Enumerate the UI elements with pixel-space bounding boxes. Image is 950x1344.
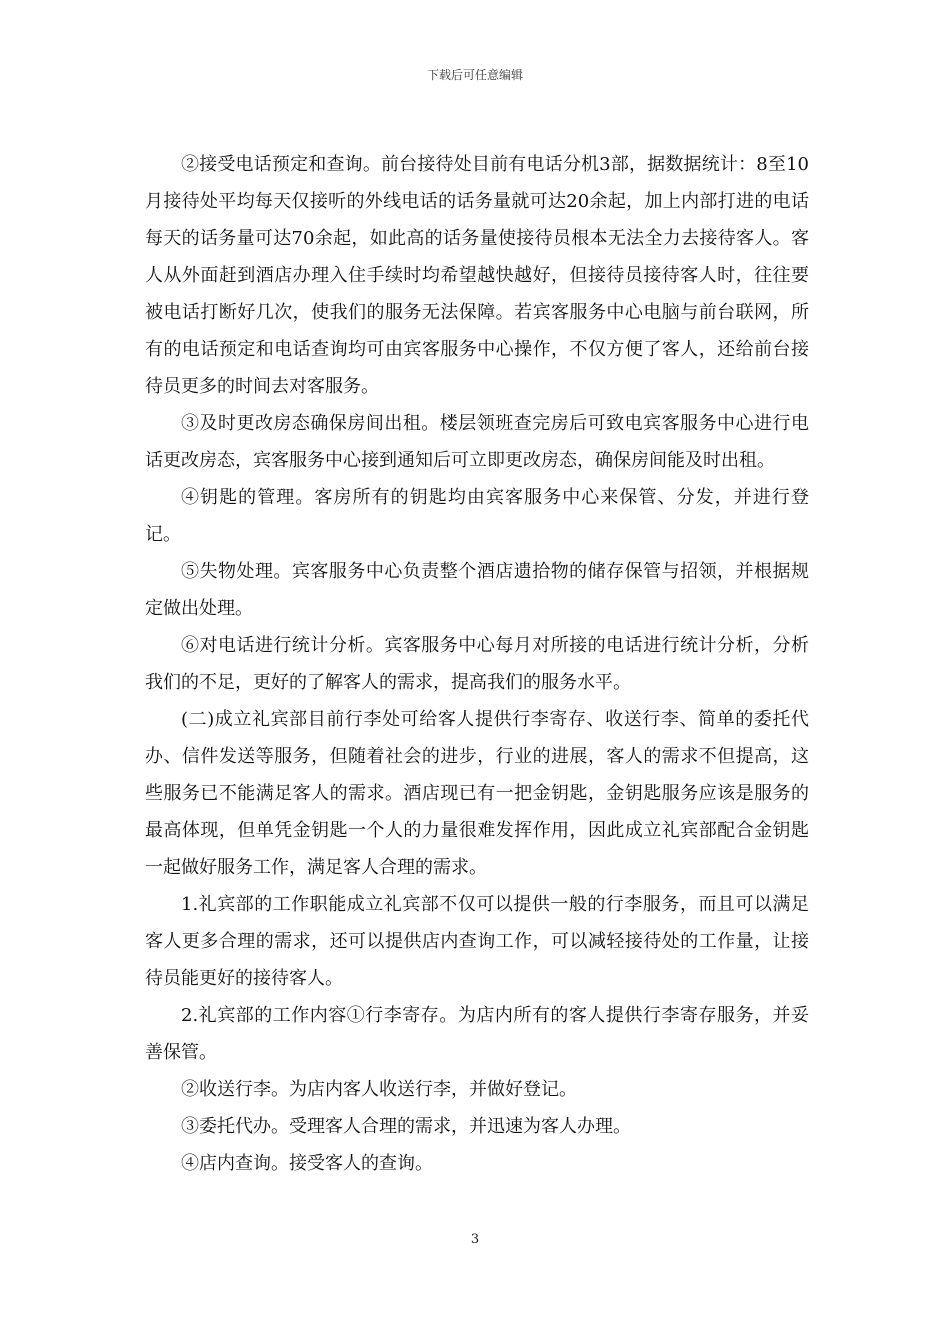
paragraph-concierge-content: 2.礼宾部的工作内容①行李寄存。为店内所有的客人提供行李寄存服务，并妥善保管。 <box>145 1005 809 1063</box>
document-body <box>145 146 809 1182</box>
paragraph-call-statistics: ⑥对电话进行统计分析。宾客服务中心每月对所接的电话进行统计分析，分析我们的不足，更好的了解客人的需求，提高我们的服务水平。 <box>145 635 809 693</box>
paragraph-lost-items: ⑤失物处理。宾客服务中心负责整个酒店遗拾物的储存保管与招领，并根据规定做出处理。 <box>145 561 809 619</box>
paragraph-luggage-delivery: ②收送行李。为店内客人收送行李，并做好登记。 <box>181 1079 577 1100</box>
paragraph-phone-reservation: ②接受电话预定和查询。前台接待处目前有电话分机3部，据数据统计：8至10月接待处平均每天仅接听的外线电话的话务量就可达20余起，加上内部打进的电话每天的话务量可达70余起，如此高的话务量使接待员根本无法全力去接待客人。客人从外面赶到酒店办理入住手续时均希望越快越好，但接待员接待客人时，往往要被电话打断好几次，使我们的服务无法保障。若宾客服务中心电脑与前台联网，所有的电话预定和电话查询均可由宾客服务中心操作，不仅方便了客人，还给前台接待员更多的时间去对客服务。 <box>145 154 809 397</box>
paragraph-inquiry: ④店内查询。接受客人的查询。 <box>181 1153 433 1174</box>
paragraph-key-management: ④钥匙的管理。客房所有的钥匙均由宾客服务中心来保管、分发，并进行登记。 <box>145 487 809 545</box>
paragraph-room-status: ③及时更改房态确保房间出租。楼层领班查完房后可致电宾客服务中心进行电话更改房态，宾客服务中心接到通知后可立即更改房态，确保房间能及时出租。 <box>145 413 809 471</box>
paragraph-concierge-setup: (二)成立礼宾部目前行李处可给客人提供行李寄存、收送行李、简单的委托代办、信件发送等服务，但随着社会的进步，行业的进展，客人的需求不但提高，这些服务已不能满足客人的需求。酒店现已有一把金钥匙，金钥匙服务应该是服务的最高体现，但单凭金钥匙一个人的力量很难发挥作用，因此成立礼宾部配合金钥匙一起做好服务工作，满足客人合理的需求。 <box>145 709 809 878</box>
page-header: 下载后可任意编辑 <box>426 68 523 82</box>
paragraph-concierge-functions: 1.礼宾部的工作职能成立礼宾部不仅可以提供一般的行李服务，而且可以满足客人更多合理的需求，还可以提供店内查询工作，可以减轻接待处的工作量，让接待员能更好的接待客人。 <box>145 894 809 989</box>
page-number: 3 <box>470 1232 480 1247</box>
paragraph-errands: ③委托代办。受理客人合理的需求，并迅速为客人办理。 <box>181 1116 631 1137</box>
